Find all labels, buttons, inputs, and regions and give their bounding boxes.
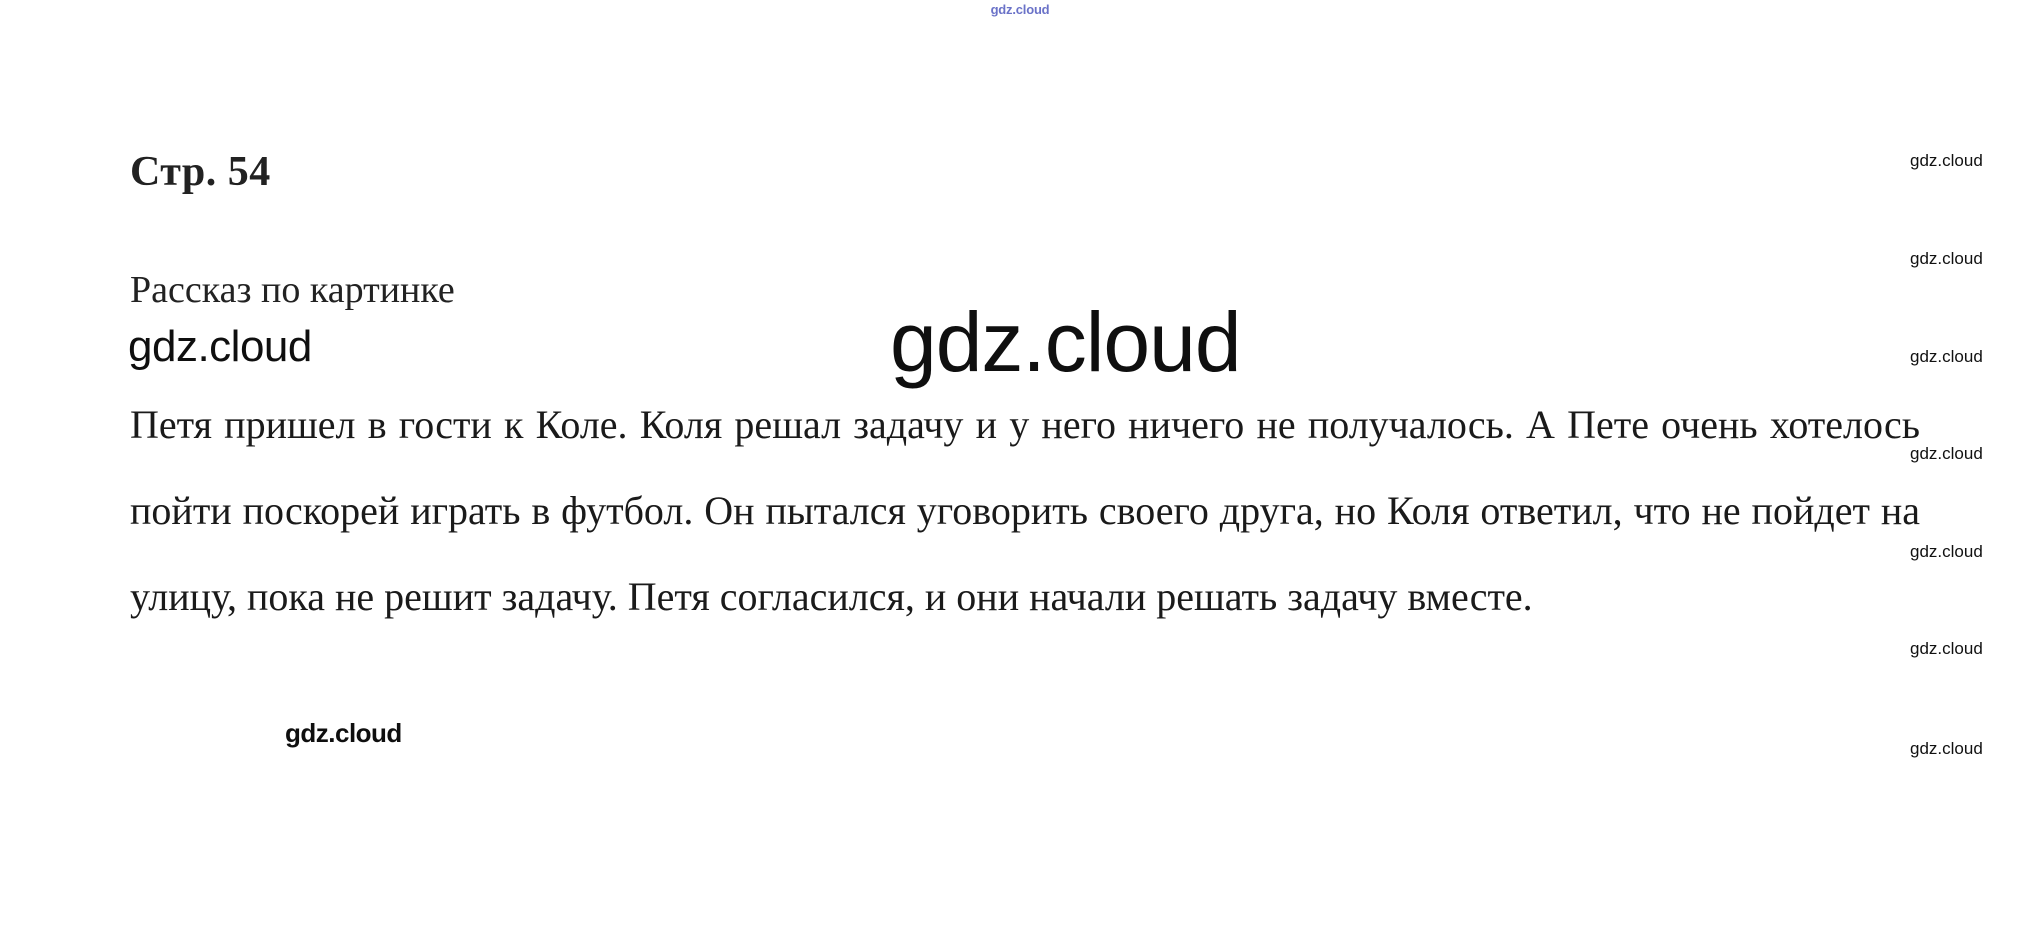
watermark-right-3: gdz.cloud [1910,347,1983,366]
section-subtitle: Рассказ по картинке [130,269,455,311]
watermark-right-7: gdz.cloud [1910,739,1983,758]
watermark-right-1: gdz.cloud [1910,151,1983,170]
watermark-top: gdz.cloud [990,2,1050,17]
watermark-right-4: gdz.cloud [1910,444,1983,463]
watermark-mid-lower: gdz.cloud [285,718,402,748]
watermark-right-6: gdz.cloud [1910,639,1983,658]
watermark-right-2: gdz.cloud [1910,249,1983,268]
story-body-text: Петя пришел в гости к Коле. Коля решал задачу и у него ничего не получалось. А Пете очень хотелось пойти поскорей играть в футбол. Он пытался уговорить своего друга, но Коля ответил, что не пойдет на улицу, пока не решит задачу. Петя согласился, и они начали решать задачу вместе. [130,402,1920,619]
watermark-center-large: gdz.cloud [890,295,1241,389]
watermark-right-5: gdz.cloud [1910,542,1983,561]
watermark-mid-left: gdz.cloud [128,322,312,371]
page-title: Стр. 54 [130,149,271,195]
